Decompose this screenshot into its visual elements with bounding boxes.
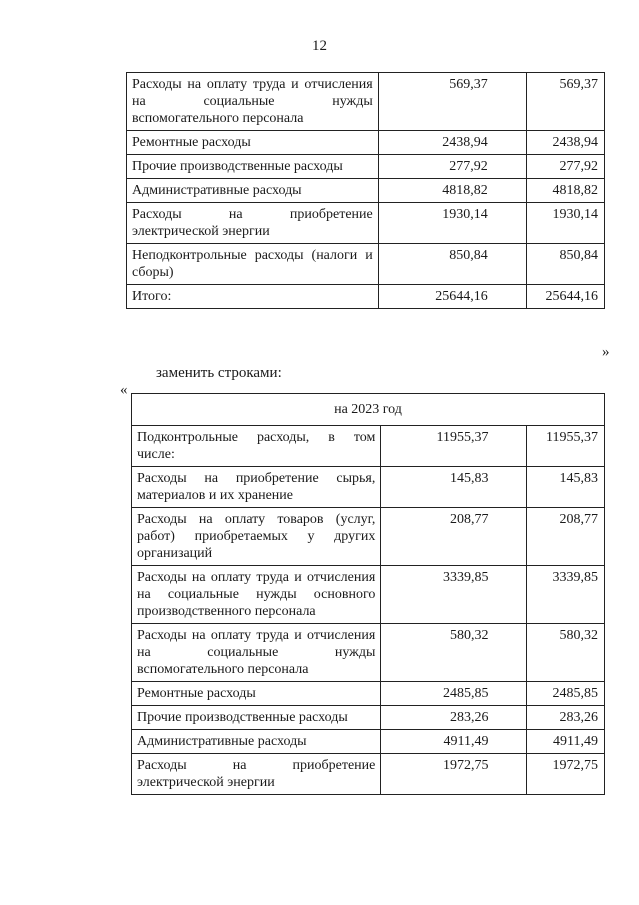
table-row [132,426,605,467]
row-label-line: Расходы на приобретение сырья, [137,471,376,486]
expenses-table-2023 [131,393,605,795]
row-label-line: Расходы на приобретение [132,207,373,222]
value-cell-1: 2438,94 [378,131,526,155]
value-cell-2: 1972,75 [527,754,605,795]
row-label-line: Расходы на оплату товаров (услуг, [137,512,376,527]
row-label-line: Расходы на оплату труда и отчисления [137,570,376,585]
row-label-line: на социальные нужды [137,645,376,660]
value-cell-1: 1972,75 [381,754,527,795]
value-cell-2: 580,32 [527,624,605,682]
value-cell-2: 1930,14 [526,203,604,244]
value-cell-2: 4911,49 [527,730,605,754]
row-label-line: Неподконтрольные расходы (налоги и [132,248,373,263]
row-label [127,203,379,244]
row-label-line: производственного персонала [137,604,316,619]
value-cell-1: 11955,37 [381,426,527,467]
row-label: Прочие производственные расходы [127,155,379,179]
replace-instruction: заменить строками: [156,365,282,381]
row-label [127,244,379,285]
row-label: Административные расходы [132,730,381,754]
opening-quote-mark: « [120,382,128,398]
row-label-line: электрической энергии [132,224,270,239]
row-label-line: сборы) [132,265,174,280]
table1-body [127,73,605,309]
row-label: Административные расходы [127,179,379,203]
row-label [132,426,381,467]
row-label: Ремонтные расходы [132,682,381,706]
row-label [132,508,381,566]
table-header-row [132,394,605,426]
table2-body [132,394,605,795]
table-row [132,624,605,682]
value-cell-2: 145,83 [527,467,605,508]
row-label: Итого: [127,285,379,309]
row-label [132,467,381,508]
value-cell-2: 11955,37 [527,426,605,467]
value-cell-2: 277,92 [526,155,604,179]
row-label [127,73,379,131]
row-label [132,566,381,624]
value-cell-1: 569,37 [378,73,526,131]
row-label: Ремонтные расходы [127,131,379,155]
value-cell-1: 208,77 [381,508,527,566]
table-row [127,155,605,179]
value-cell-2: 2438,94 [526,131,604,155]
value-cell-1: 850,84 [378,244,526,285]
row-label-line: организаций [137,546,213,561]
row-label [132,624,381,682]
table-row [132,467,605,508]
table-row [132,730,605,754]
value-cell-1: 4911,49 [381,730,527,754]
value-cell-2: 208,77 [527,508,605,566]
value-cell-2: 2485,85 [527,682,605,706]
row-label-line: материалов и их хранение [137,488,293,503]
row-label-line: вспомогательного персонала [132,111,304,126]
value-cell-2: 850,84 [526,244,604,285]
value-cell-1: 4818,82 [378,179,526,203]
value-cell-2: 25644,16 [526,285,604,309]
table-row [127,179,605,203]
row-label [132,754,381,795]
row-label-line: Расходы на оплату труда и отчисления [137,628,376,643]
table-row [127,203,605,244]
value-cell-1: 25644,16 [378,285,526,309]
value-cell-2: 3339,85 [527,566,605,624]
table-row [132,508,605,566]
table-row [127,73,605,131]
row-label-line: на социальные нужды [132,94,373,109]
table-row [132,682,605,706]
row-label: Прочие производственные расходы [132,706,381,730]
row-label-line: вспомогательного персонала [137,662,309,677]
table-row [132,754,605,795]
value-cell-1: 277,92 [378,155,526,179]
row-label-line: Подконтрольные расходы, в том [137,430,376,445]
expenses-table-original [126,72,605,309]
value-cell-2: 4818,82 [526,179,604,203]
table-row [132,566,605,624]
value-cell-1: 580,32 [381,624,527,682]
table-row [127,244,605,285]
value-cell-2: 283,26 [527,706,605,730]
row-label-line: Расходы на оплату труда и отчисления [132,77,373,92]
value-cell-1: 1930,14 [378,203,526,244]
year-header: на 2023 год [132,394,605,426]
value-cell-1: 283,26 [381,706,527,730]
row-label-line: Расходы на приобретение [137,758,376,773]
row-label-line: электрической энергии [137,775,275,790]
value-cell-1: 3339,85 [381,566,527,624]
row-label-line: работ) приобретаемых у других [137,529,376,544]
closing-quote-mark: » [602,344,610,360]
table-row [132,706,605,730]
value-cell-2: 569,37 [526,73,604,131]
value-cell-1: 145,83 [381,467,527,508]
page-number: 12 [312,38,327,54]
table-row [127,131,605,155]
value-cell-1: 2485,85 [381,682,527,706]
row-label-line: числе: [137,447,175,462]
table-row [127,285,605,309]
row-label-line: на социальные нужды основного [137,587,376,602]
